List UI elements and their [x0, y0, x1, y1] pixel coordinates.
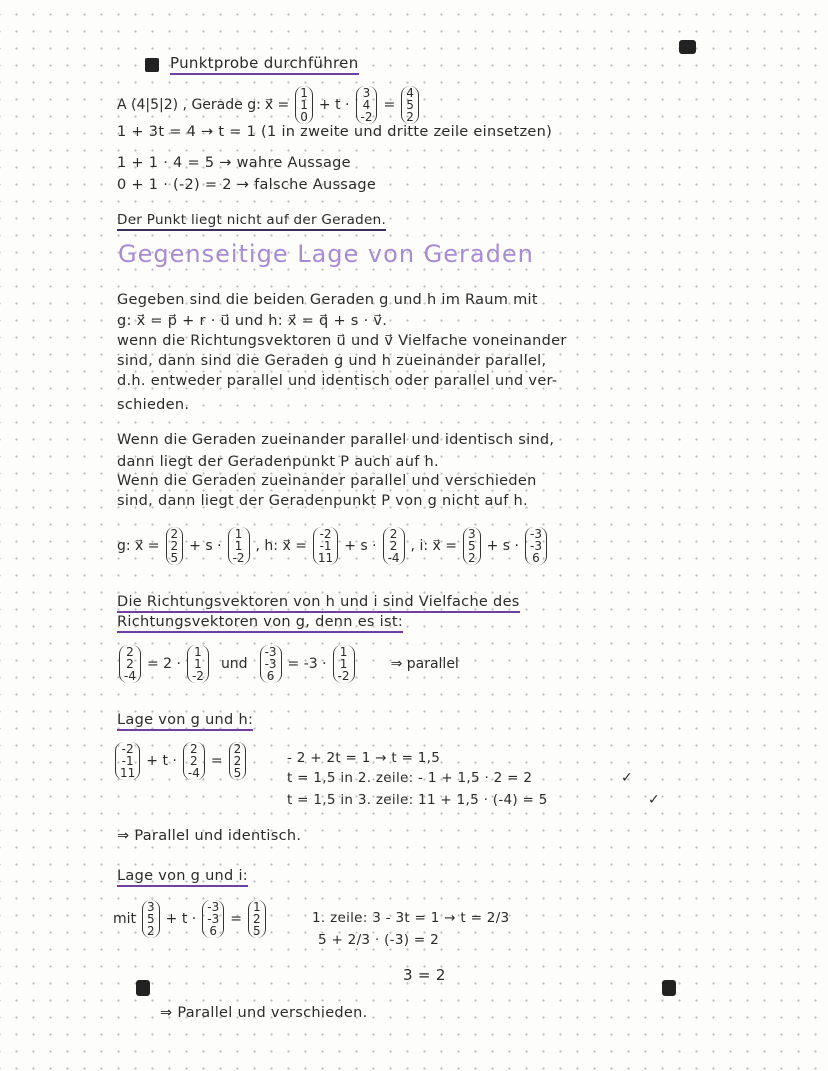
operator: + t ·: [146, 753, 177, 769]
vector: 1 1 0: [295, 86, 313, 124]
g-label: g: x⃗ =: [117, 538, 160, 554]
operator: + s ·: [344, 538, 377, 554]
mit-label: mit: [113, 911, 137, 927]
text-line: dann liegt der Geradenpunkt P auch auf h.: [117, 454, 439, 470]
text-line: Wenn die Geraden zueinander parallel und verschieden: [117, 473, 537, 489]
vector: 3 5 2: [463, 527, 481, 565]
text-line: g: x⃗ = p⃗ + r · u⃗ und h: x⃗ = q⃗ + s · v⃗.: [117, 313, 388, 329]
subsection-title: Lage von g und h:: [117, 712, 253, 731]
vector: 1 1 -2: [187, 645, 209, 683]
vector: 3 5 2: [142, 900, 160, 938]
calc-line: 1 + 3t = 4 → t = 1 (1 in zweite und dritte zeile einsetzen): [117, 124, 553, 140]
calc-line: 1 + 1 · 4 = 5 → wahre Aussage: [117, 155, 351, 171]
vector: 1 2 5: [248, 900, 266, 938]
calc-line: t = 1,5 in 3. zeile: 11 + 1,5 · (-4) = 5: [287, 792, 548, 808]
statement-line: Richtungsvektoren von g, denn es ist:: [117, 614, 403, 633]
operator: + s ·: [189, 538, 222, 554]
main-heading: Gegenseitige Lage von Geraden: [118, 240, 534, 268]
text-line: schieden.: [117, 397, 190, 413]
operator: + t ·: [165, 911, 197, 927]
section-title: Punktprobe durchführen: [170, 54, 359, 75]
gh-equation: [113, 742, 248, 780]
text-line: sind, dann liegt der Geradenpunkt P von g nicht auf h.: [117, 493, 528, 509]
line-definitions: [117, 527, 549, 565]
text-line: d.h. entweder parallel und identisch oder parallel und ver-: [117, 373, 558, 389]
vector: 4 5 2: [401, 86, 419, 124]
vector: 2 2 5: [229, 742, 247, 780]
text-line: wenn die Richtungsvektoren u⃗ und v⃗ Vielfache voneinander: [117, 333, 567, 349]
point-probe-equation: [117, 86, 421, 124]
corner-marker-icon: [136, 980, 150, 996]
operator: =: [210, 753, 223, 769]
vector: 2 2 -4: [119, 645, 141, 683]
vector: 2 2 -4: [383, 527, 405, 565]
conclusion: Der Punkt liegt nicht auf der Geraden.: [117, 212, 386, 231]
calc-line: t = 1,5 in 2. zeile: - 1 + 1,5 · 2 = 2: [287, 770, 533, 786]
vector: -3 -3 6: [260, 645, 282, 683]
vector: 1 1 -2: [228, 527, 250, 565]
text-line: Gegeben sind die beiden Geraden g und h im Raum mit: [117, 292, 538, 308]
result: ⇒ parallel: [390, 656, 459, 672]
operator: = 2 ·: [146, 656, 181, 672]
operator: + t ·: [318, 97, 350, 113]
operator: + s ·: [486, 538, 519, 554]
calc-line: - 2 + 2t = 1 → t = 1,5: [287, 750, 441, 766]
corner-marker-icon: [662, 980, 676, 996]
calc-line: 5 + 2/3 · (-3) = 2: [318, 932, 439, 948]
vector: 2 2 -4: [183, 742, 205, 780]
calc-line: 3 = 2: [403, 966, 446, 984]
operator: =: [230, 911, 242, 927]
result-line: ⇒ Parallel und identisch.: [117, 828, 302, 844]
text-line: Wenn die Geraden zueinander parallel und identisch sind,: [117, 432, 555, 448]
vector: 3 4 -2: [356, 86, 378, 124]
i-label: , i: x⃗ =: [410, 538, 457, 554]
checkbox-icon: [145, 58, 159, 72]
point-label: A (4|5|2) , Gerade g:: [117, 97, 261, 113]
vector: 1 1 -2: [333, 645, 355, 683]
calc-line: 1. zeile: 3 - 3t = 1 → t = 2/3: [312, 910, 510, 926]
statement-line: Die Richtungsvektoren von h und i sind Vielfache des: [117, 594, 520, 613]
result-line: ⇒ Parallel und verschieden.: [160, 1005, 368, 1021]
vector: -3 -3 6: [202, 900, 224, 938]
calc-line: 0 + 1 · (-2) = 2 → falsche Aussage: [117, 177, 377, 193]
vector: -2 -1 11: [115, 742, 140, 780]
h-label: , h: x⃗ =: [255, 538, 307, 554]
operator: = -3 ·: [287, 656, 327, 672]
vector: -3 -3 6: [525, 527, 547, 565]
operator: =: [383, 97, 396, 113]
x-vector-label: x⃗ =: [264, 97, 290, 113]
text-line: sind, dann sind die Geraden g und h zueinander parallel,: [117, 353, 547, 369]
und-label: und: [220, 656, 248, 672]
vector: 2 2 5: [166, 527, 184, 565]
vector: -2 -1 11: [313, 527, 338, 565]
check-mark: ✓: [648, 792, 660, 808]
check-mark: ✓: [621, 770, 633, 786]
corner-marker-icon: [679, 40, 696, 54]
gi-equation: [113, 900, 268, 938]
subsection-title: Lage von g und i:: [117, 868, 248, 887]
multiples-equation: [117, 645, 459, 683]
